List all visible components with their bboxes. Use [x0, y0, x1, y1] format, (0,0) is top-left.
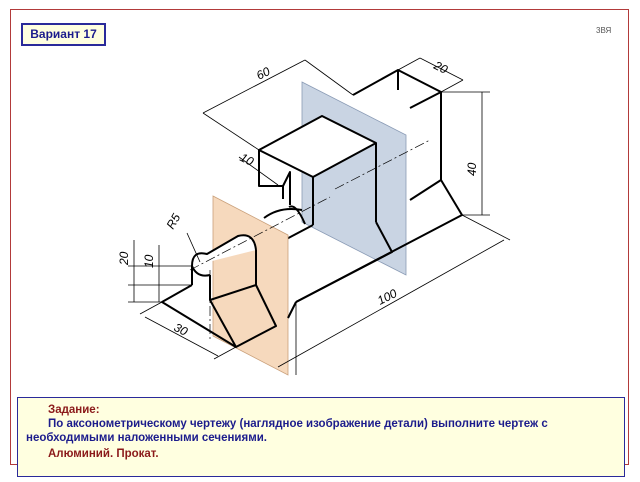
dim-40: 40 — [465, 162, 479, 176]
task-box — [17, 397, 625, 477]
dim-60: 60 — [254, 64, 273, 83]
task-material: Алюминий. Прокат. — [48, 448, 159, 460]
dim-20-left: 20 — [117, 251, 131, 265]
dim-10-top: 10 — [237, 150, 256, 169]
orange-section-plane — [213, 196, 288, 375]
dim-10-left: 10 — [142, 254, 156, 268]
dim-20-top: 20 — [431, 58, 450, 77]
dim-30: 30 — [171, 320, 190, 339]
task-text-line2: необходимыми наложенными сечениями. — [26, 432, 267, 444]
dim-100: 100 — [375, 286, 400, 308]
blue-section-plane — [302, 82, 406, 275]
variant-label: Вариант 17 — [21, 23, 106, 46]
dim-r5: R5 — [163, 211, 184, 232]
task-title: Задание: — [48, 404, 100, 416]
drawing-code: 3ВЯ — [596, 26, 612, 35]
task-text-line1: По аксонометрическому чертежу (наглядное изображение детали) выполните чертеж с — [48, 418, 548, 430]
